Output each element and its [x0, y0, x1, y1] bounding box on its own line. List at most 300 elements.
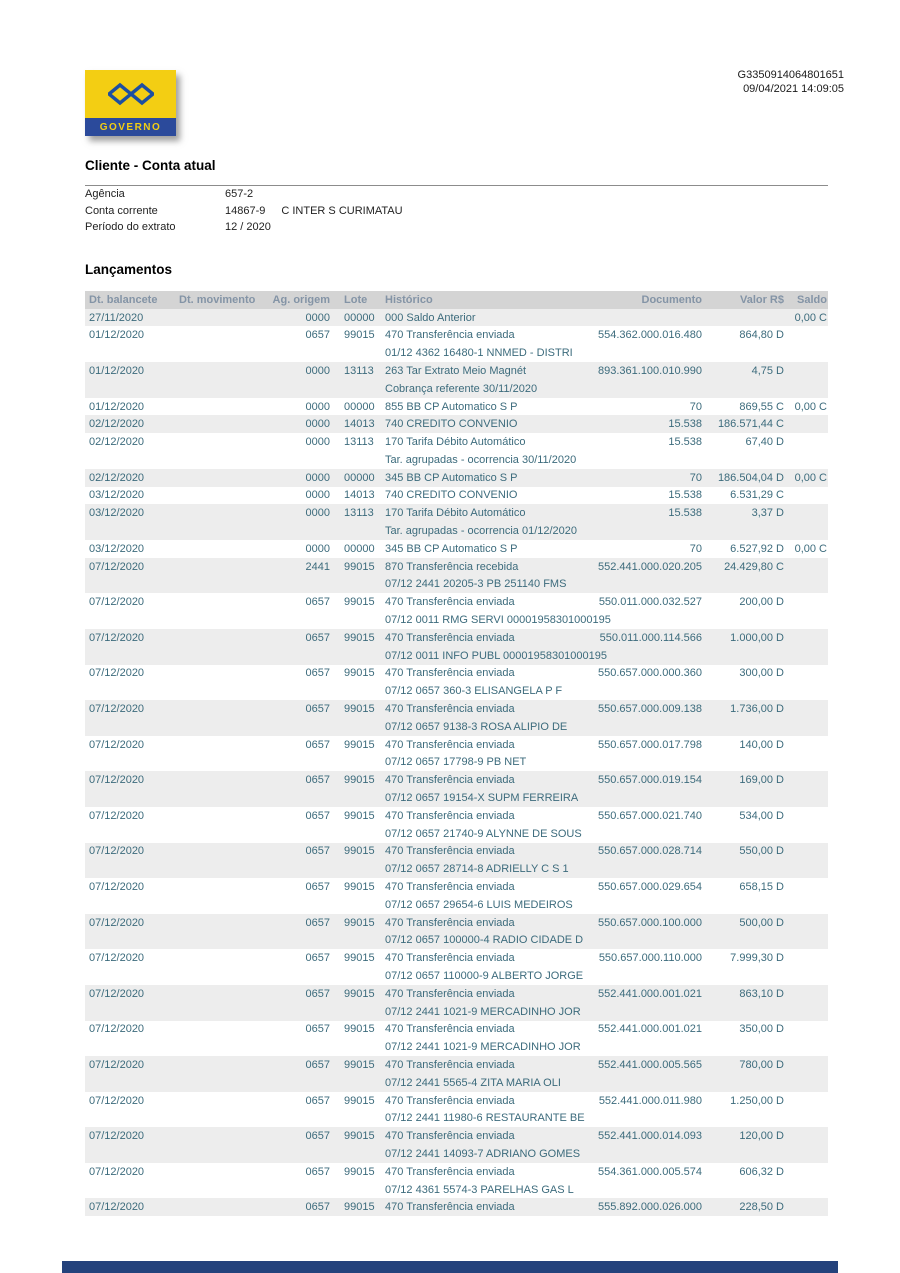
cell-valor: 606,32 D [739, 1165, 784, 1178]
cell-empty [786, 682, 828, 700]
cell-lote: 99015 [344, 845, 375, 858]
cell-documento: 550.657.000.017.798 [598, 738, 702, 751]
statement-detail-row [85, 682, 828, 700]
cell-empty [267, 576, 338, 594]
cell-valor: 864,80 D [739, 329, 784, 342]
cell-detail-text: 07/12 4361 5574-3 PARELHAS GAS L [385, 1183, 574, 1196]
cell-saldo [786, 1127, 828, 1145]
cell-documento: 555.892.000.026.000 [598, 1201, 702, 1214]
cell-empty [786, 1003, 828, 1021]
cell-dt-movimento [175, 914, 267, 932]
cell-documento: 15.538 [668, 507, 702, 520]
info-field-label: Período do extrato [85, 220, 176, 233]
cell-historico: 470 Transferência enviada [385, 703, 515, 716]
statement-entry-row [85, 1092, 828, 1110]
info-field-value: 657-2 [225, 188, 254, 201]
cell-saldo [786, 362, 828, 380]
cell-dt-movimento [175, 1092, 267, 1110]
cell-historico: 263 Tar Extrato Meio Magnét [385, 364, 527, 377]
cell-documento: 550.657.000.029.654 [598, 881, 702, 894]
cell-empty [85, 1074, 175, 1092]
statement-detail-row [85, 896, 828, 914]
cell-empty [338, 754, 380, 772]
statement-detail-row [85, 825, 828, 843]
cell-valor: 869,55 C [739, 400, 784, 413]
cell-empty [267, 825, 338, 843]
cell-historico: 170 Tarifa Débito Automático [385, 507, 526, 520]
cell-dt-balancete: 07/12/2020 [89, 738, 145, 751]
cell-saldo [786, 878, 828, 896]
account-info-table [85, 185, 828, 235]
cell-detail-text: 07/12 0657 21740-9 ALYNNE DE SOUS [385, 827, 582, 840]
cell-lote: 99015 [344, 1058, 375, 1071]
cell-saldo [786, 771, 828, 789]
cell-historico: 470 Transferência enviada [385, 774, 515, 787]
cell-dt-movimento [175, 469, 267, 487]
cell-dt-movimento [175, 1163, 267, 1181]
cell-dt-balancete: 01/12/2020 [89, 364, 145, 377]
statement-entry-row [85, 807, 828, 825]
cell-ag-origem: 0657 [305, 1201, 330, 1214]
cell-empty [175, 1145, 267, 1163]
cell-dt-movimento [175, 736, 267, 754]
cell-lote: 13113 [344, 364, 374, 377]
cell-valor: 534,00 D [739, 809, 784, 822]
statement-entry-row [85, 700, 828, 718]
cell-lote: 99015 [344, 881, 375, 894]
cell-historico: 470 Transferência enviada [385, 596, 515, 609]
cell-valor [704, 309, 786, 327]
cell-dt-balancete: 01/12/2020 [89, 400, 145, 413]
cell-dt-movimento [175, 487, 267, 505]
cell-empty [175, 825, 267, 843]
cell-ag-origem: 0657 [305, 596, 330, 609]
cell-ag-origem: 0000 [305, 542, 330, 555]
cell-empty [267, 789, 338, 807]
cell-empty [267, 522, 338, 540]
cell-empty [786, 380, 828, 398]
cell-documento: 550.657.000.110.000 [598, 952, 702, 965]
cell-saldo: 0,00 C [794, 471, 827, 484]
cell-lote: 99015 [344, 329, 375, 342]
cell-ag-origem: 0000 [305, 436, 330, 449]
cell-lote: 99015 [344, 1023, 375, 1036]
cell-valor: 1.000,00 D [730, 631, 784, 644]
statement-detail-row [85, 380, 828, 398]
statement-detail-row [85, 967, 828, 985]
statement-entry-row [85, 593, 828, 611]
cell-documento: 550.657.000.009.138 [598, 703, 702, 716]
cell-dt-balancete: 07/12/2020 [89, 560, 145, 573]
column-header-documento: Documento [641, 293, 702, 306]
cell-ag-origem: 0000 [305, 311, 330, 324]
cell-empty [267, 451, 338, 469]
cell-dt-balancete: 07/12/2020 [89, 809, 145, 822]
statement-entry-row [85, 469, 828, 487]
cell-empty [267, 932, 338, 950]
cell-valor: 7.999,30 D [730, 952, 784, 965]
cell-lote: 14013 [344, 418, 375, 431]
cell-empty [338, 682, 380, 700]
cell-empty [267, 967, 338, 985]
cell-ag-origem: 0657 [305, 631, 330, 644]
info-field-label: Conta corrente [85, 204, 158, 217]
cell-ag-origem: 0000 [305, 364, 330, 377]
cell-empty [267, 647, 338, 665]
cell-documento: 550.657.000.028.714 [598, 845, 702, 858]
cell-historico: 470 Transferência enviada [385, 631, 515, 644]
statement-entry-row [85, 362, 828, 380]
cell-empty [175, 860, 267, 878]
cell-empty [175, 380, 267, 398]
statement-entry-row [85, 326, 828, 344]
statement-entry-row [85, 843, 828, 861]
statement-detail-row [85, 611, 828, 629]
cell-valor: 67,40 D [745, 436, 784, 449]
cell-saldo [786, 700, 828, 718]
cell-empty [786, 576, 828, 594]
cell-empty [267, 344, 338, 362]
cell-lote: 99015 [344, 1165, 375, 1178]
cell-empty [786, 1145, 828, 1163]
account-holder-name: C INTER S CURIMATAU [281, 204, 403, 217]
cell-saldo [786, 629, 828, 647]
cell-dt-balancete: 07/12/2020 [89, 774, 145, 787]
statement-detail-row [85, 754, 828, 772]
cell-saldo [786, 736, 828, 754]
statement-entry-row [85, 309, 828, 327]
statement-entry-row [85, 1127, 828, 1145]
cell-detail-text: 07/12 0011 INFO PUBL 00001958301000195 [385, 649, 608, 662]
statement-entry-row [85, 415, 828, 433]
cell-dt-movimento [175, 843, 267, 861]
cell-valor: 550,00 D [739, 845, 784, 858]
cell-valor: 350,00 D [739, 1023, 784, 1036]
cell-saldo [786, 326, 828, 344]
cell-valor: 4,75 D [751, 364, 784, 377]
cell-documento: 15.538 [668, 436, 702, 449]
cell-dt-movimento [175, 1056, 267, 1074]
statement-header-row [85, 291, 828, 309]
statement-entry-row [85, 558, 828, 576]
cell-historico: 470 Transferência enviada [385, 329, 515, 342]
cell-empty [338, 576, 380, 594]
statement-entry-row [85, 1163, 828, 1181]
footer-bar [62, 1261, 838, 1273]
cell-ag-origem: 0000 [305, 418, 330, 431]
cell-detail-text: 07/12 0657 28714-8 ADRIELLY C S 1 [385, 863, 569, 876]
cell-dt-balancete: 07/12/2020 [89, 952, 145, 965]
cell-documento: 552.441.000.001.021 [598, 1023, 702, 1036]
cell-lote: 00000 [344, 471, 375, 484]
cell-valor: 1.250,00 D [730, 1094, 784, 1107]
statement-entry-row [85, 985, 828, 1003]
cell-dt-movimento [175, 504, 267, 522]
cell-empty [175, 1074, 267, 1092]
account-info-row [85, 202, 828, 218]
column-header-ag_origem: Ag. origem [272, 293, 330, 306]
cell-empty [85, 789, 175, 807]
cell-dt-movimento [175, 309, 267, 327]
cell-empty [175, 896, 267, 914]
cell-saldo [786, 949, 828, 967]
statement-entry-row [85, 433, 828, 451]
cell-empty [175, 1003, 267, 1021]
statement-detail-row [85, 1074, 828, 1092]
cell-empty [786, 647, 828, 665]
cell-historico: 470 Transferência enviada [385, 1201, 515, 1214]
cell-empty [175, 344, 267, 362]
cell-empty [175, 682, 267, 700]
cell-saldo [786, 843, 828, 861]
statement-entry-row [85, 629, 828, 647]
cell-detail-text: Tar. agrupadas - ocorrencia 01/12/2020 [385, 525, 578, 538]
cell-empty [267, 611, 338, 629]
cell-dt-movimento [175, 326, 267, 344]
statement-entry-row [85, 540, 828, 558]
cell-lote: 14013 [344, 489, 375, 502]
cell-dt-balancete: 07/12/2020 [89, 1023, 145, 1036]
cell-empty [267, 1181, 338, 1199]
cell-documento: 550.657.000.019.154 [598, 774, 702, 787]
cell-empty [786, 825, 828, 843]
cell-empty [338, 611, 380, 629]
cell-valor: 6.527,92 D [730, 542, 784, 555]
statement-detail-row [85, 1038, 828, 1056]
cell-detail-text: 07/12 0657 9138-3 ROSA ALIPIO DE [385, 720, 568, 733]
cell-detail-text: 07/12 0657 29654-6 LUIS MEDEIROS [385, 898, 573, 911]
cell-saldo [786, 1056, 828, 1074]
column-header-lote: Lote [344, 293, 368, 306]
cell-empty [85, 896, 175, 914]
cell-documento [576, 309, 704, 327]
cell-dt-movimento [175, 540, 267, 558]
cell-historico: 870 Transferência recebida [385, 560, 519, 573]
cell-dt-balancete: 07/12/2020 [89, 881, 145, 894]
statement-entry-row [85, 665, 828, 683]
cell-empty [786, 1181, 828, 1199]
cell-empty [85, 522, 175, 540]
statement-detail-row [85, 1003, 828, 1021]
info-field-label: Agência [85, 188, 125, 201]
cell-ag-origem: 0657 [305, 952, 330, 965]
cell-dt-movimento [175, 878, 267, 896]
cell-empty [786, 611, 828, 629]
cell-empty [786, 1109, 828, 1127]
cell-dt-movimento [175, 771, 267, 789]
cell-historico: 470 Transferência enviada [385, 1094, 515, 1107]
cell-empty [85, 932, 175, 950]
cell-empty [85, 1003, 175, 1021]
cell-dt-balancete: 07/12/2020 [89, 987, 145, 1000]
cell-lote: 99015 [344, 774, 375, 787]
cell-empty [786, 754, 828, 772]
cell-empty [338, 967, 380, 985]
cell-ag-origem: 0000 [305, 400, 330, 413]
column-header-dt_balancete: Dt. balancete [89, 293, 158, 306]
cell-saldo: 0,00 C [794, 542, 827, 555]
cell-ag-origem: 0657 [305, 1023, 330, 1036]
cell-dt-balancete: 07/12/2020 [89, 1201, 145, 1214]
cell-dt-balancete: 07/12/2020 [89, 1130, 145, 1143]
cell-documento: 554.362.000.016.480 [598, 329, 702, 342]
cell-detail-text: Cobrança referente 30/11/2020 [385, 382, 538, 395]
cell-empty [175, 754, 267, 772]
cell-empty [338, 896, 380, 914]
cell-lote: 99015 [344, 560, 375, 573]
cell-ag-origem: 0000 [305, 471, 330, 484]
cell-empty [175, 576, 267, 594]
cell-empty [175, 1181, 267, 1199]
cell-empty [338, 451, 380, 469]
cell-historico: 170 Tarifa Débito Automático [385, 436, 526, 449]
cell-valor: 186.504,04 D [717, 471, 784, 484]
cell-dt-movimento [175, 593, 267, 611]
cell-empty [786, 896, 828, 914]
cell-dt-balancete: 02/12/2020 [89, 418, 145, 431]
column-header-historico: Histórico [385, 293, 433, 306]
cell-valor: 6.531,29 C [730, 489, 784, 502]
cell-lote: 99015 [344, 596, 375, 609]
cell-historico: 470 Transferência enviada [385, 738, 515, 751]
statement-detail-row [85, 718, 828, 736]
cell-empty [786, 718, 828, 736]
cell-ag-origem: 0657 [305, 1130, 330, 1143]
cell-valor: 1.736,00 D [730, 703, 784, 716]
statement-detail-row [85, 522, 828, 540]
cell-lote: 99015 [344, 809, 375, 822]
cell-empty [338, 344, 380, 362]
cell-dt-movimento [175, 665, 267, 683]
cell-dt-movimento [175, 415, 267, 433]
cell-empty [267, 896, 338, 914]
statement-entry-row [85, 914, 828, 932]
cell-empty [85, 1109, 175, 1127]
client-section-title: Cliente - Conta atual [85, 158, 216, 173]
cell-dt-balancete: 07/12/2020 [89, 916, 145, 929]
cell-empty [85, 647, 175, 665]
cell-documento: 15.538 [668, 418, 702, 431]
cell-dt-movimento [175, 558, 267, 576]
statement-detail-row [85, 1181, 828, 1199]
cell-empty [338, 1074, 380, 1092]
column-header-saldo: Saldo [797, 293, 827, 306]
cell-empty [267, 754, 338, 772]
statement-detail-row [85, 932, 828, 950]
cell-lote: 99015 [344, 987, 375, 1000]
cell-empty [267, 1145, 338, 1163]
cell-dt-balancete: 01/12/2020 [89, 329, 145, 342]
cell-dt-balancete: 07/12/2020 [89, 667, 145, 680]
account-info-row [85, 186, 828, 203]
statement-detail-row [85, 860, 828, 878]
cell-documento: 552.441.000.020.205 [598, 560, 702, 573]
cell-empty [85, 718, 175, 736]
cell-ag-origem: 0000 [305, 489, 330, 502]
cell-empty [338, 1181, 380, 1199]
cell-empty [175, 789, 267, 807]
cell-dt-movimento [175, 629, 267, 647]
statement-entry-row [85, 1021, 828, 1039]
cell-lote: 13113 [344, 507, 374, 520]
cell-historico: 470 Transferência enviada [385, 845, 515, 858]
cell-empty [267, 1074, 338, 1092]
cell-dt-movimento [175, 1198, 267, 1216]
cell-lote: 99015 [344, 703, 375, 716]
cell-empty [267, 1038, 338, 1056]
statement-entry-row [85, 487, 828, 505]
cell-historico: 470 Transferência enviada [385, 809, 515, 822]
cell-dt-movimento [175, 398, 267, 416]
cell-valor: 780,00 D [739, 1058, 784, 1071]
cell-detail-text: 07/12 2441 5565-4 ZITA MARIA OLI [385, 1076, 561, 1089]
cell-empty [85, 1038, 175, 1056]
cell-lote: 99015 [344, 1094, 375, 1107]
protocol-number: G3350914064801651 [737, 69, 844, 81]
column-header-dt_movimento: Dt. movimento [179, 293, 256, 306]
cell-empty [786, 789, 828, 807]
cell-dt-movimento [175, 700, 267, 718]
cell-empty [175, 967, 267, 985]
cell-empty [338, 789, 380, 807]
cell-empty [85, 380, 175, 398]
info-field-value: 12 / 2020 [225, 220, 271, 233]
cell-empty [267, 1109, 338, 1127]
cell-empty [85, 860, 175, 878]
cell-historico: 470 Transferência enviada [385, 987, 515, 1000]
cell-historico: 470 Transferência enviada [385, 667, 515, 680]
cell-saldo [786, 985, 828, 1003]
cell-saldo [786, 1021, 828, 1039]
cell-empty [175, 718, 267, 736]
cell-lote: 99015 [344, 738, 375, 751]
cell-empty [338, 380, 380, 398]
cell-empty [267, 718, 338, 736]
cell-documento: 550.657.000.021.740 [598, 809, 702, 822]
cell-documento: 552.441.000.001.021 [598, 987, 702, 1000]
cell-valor: 863,10 D [739, 987, 784, 1000]
cell-dt-balancete: 03/12/2020 [89, 542, 145, 555]
cell-documento: 550.657.000.000.360 [598, 667, 702, 680]
statement-table [85, 291, 828, 1216]
statement-content [85, 0, 828, 1216]
cell-dt-balancete: 07/12/2020 [89, 845, 145, 858]
cell-saldo [786, 504, 828, 522]
cell-empty [338, 1038, 380, 1056]
cell-detail-text: 07/12 2441 1021-9 MERCADINHO JOR [385, 1041, 581, 1054]
cell-detail-text: 07/12 0657 17798-9 PB NET [385, 756, 527, 769]
cell-dt-balancete: 07/12/2020 [89, 703, 145, 716]
cell-valor: 3,37 D [751, 507, 784, 520]
cell-empty [175, 647, 267, 665]
cell-empty [786, 522, 828, 540]
cell-historico: 740 CREDITO CONVENIO [385, 489, 518, 502]
cell-empty [786, 1074, 828, 1092]
column-header-valor: Valor R$ [739, 293, 784, 306]
cell-empty [338, 718, 380, 736]
cell-ag-origem: 0657 [305, 881, 330, 894]
cell-valor: 120,00 D [739, 1130, 784, 1143]
cell-lote: 13113 [344, 436, 374, 449]
cell-dt-movimento [175, 433, 267, 451]
cell-valor: 24.429,80 C [724, 560, 784, 573]
cell-ag-origem: 0657 [305, 738, 330, 751]
governo-label: GOVERNO [85, 118, 176, 136]
statement-detail-row [85, 647, 828, 665]
cell-detail-text: Tar. agrupadas - ocorrencia 30/11/2020 [385, 453, 577, 466]
cell-documento: 550.011.000.114.566 [599, 631, 702, 644]
cell-saldo [786, 487, 828, 505]
